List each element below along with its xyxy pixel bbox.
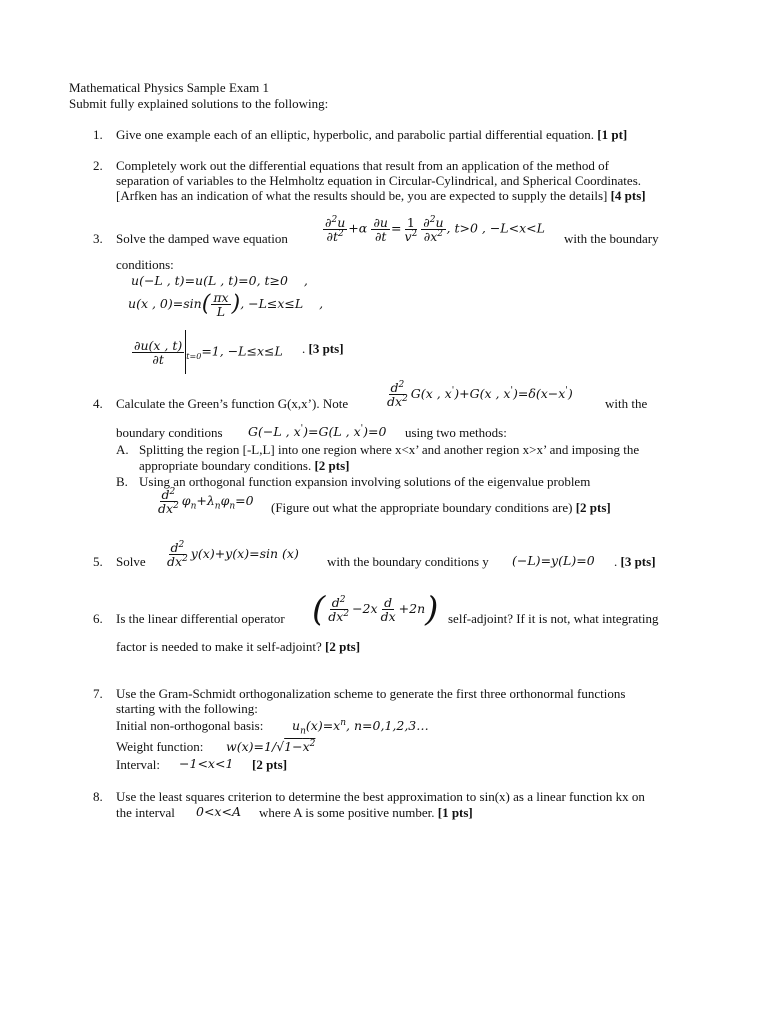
q4-B-label: B. [116,474,128,489]
q7-points-wrap [252,757,287,773]
q6-line2 [116,639,360,655]
q8-interval-equation: 0<x<A [196,804,241,819]
q4-greens-equation: $\frac{d^2}{dx^2}$ G(x , x')+G(x , x')=δ(x−x') [387,379,573,409]
q6-trail: self-adjoint? If it is not, what integrating [448,611,659,626]
q7-interval-label: Interval: [116,757,161,772]
q8-line2b-text: where A is some positive number. [259,805,435,820]
q4-A-points: [2 pts] [314,458,350,473]
q6-operator: ( $\frac{d^2}{dx^2}$ −2x $\frac{d}{dx}$ +2n) [312,589,439,630]
q7-basis-equation: $u_n(x)=x^n$, n=0,1,2,3… [292,717,429,737]
q5-lead: Solve [116,554,146,569]
q8-number: 8. [93,789,103,804]
exam-title: Mathematical Physics Sample Exam 1 [69,80,270,95]
q3-lead: Solve the damped wave equation [116,231,288,246]
q7-interval-equation: −1<x<1 [179,756,234,771]
q2-line3-text: [Arfken has an indication of what the results should be, you are expected to supply the details] [116,188,608,203]
q8-line2b [259,805,473,821]
q7-weight-label: Weight function: [116,739,204,754]
q1-points: [1 pt] [597,127,628,142]
q7-number: 7. [93,686,103,701]
q6-lead: Is the linear differential operator [116,611,285,626]
q4-lead: Calculate the Green’s function G(x,x’). Note [116,396,349,411]
q5-ode: $\frac{d^2}{dx^2}$ y(x)+y(x)=sin (x) [167,539,299,569]
q3-boundary-condition: u(−L , t)=u(L , t)=0, t≥0 , [131,273,308,288]
q8-line1: Use the least squares criterion to determine the best approximation to sin(x) as a linear function kx on [116,789,645,804]
q2-line1: Completely work out the differential equations that result from an application of the method of [116,158,609,173]
q1-body: Give one example each of an elliptic, hyperbolic, and parabolic partial differential equation. [116,127,595,142]
q4-A-line2-text: appropriate boundary conditions. [139,458,312,473]
q3-conditions-label: conditions: [116,257,174,272]
q5-mid: with the boundary conditions y [327,554,489,569]
q5-bc: (−L)=y(L)=0 [512,553,595,568]
q7-line2: starting with the following: [116,701,258,716]
q3-damped-wave-equation: $\frac{\partial^2u}{\partial t^2}$ +α $\frac{\partial u}{\partial t}$ = $\frac{1}{v^2}$ $\frac{\partial^2u}{\partial x^2}$ , t>0 , −L<x<L [325,214,545,244]
q5-points: [3 pts] [620,554,656,569]
q4-bc-label: boundary conditions [116,425,223,440]
q5-number: 5. [93,554,103,569]
q2-line3 [116,188,646,204]
q7-basis-label: Initial non-orthogonal basis: [116,718,264,733]
q7-weight-equation: $w(x)=1/√1-x^2$ [226,738,316,754]
q3-points-wrap: . [3 pts] [302,341,344,356]
q4-B-eigen-equation: $\frac{d^2}{dx^2}$ $\varphi_n+\lambda_n\varphi_n=0$ [158,486,254,516]
q3-initial-displacement: u(x , 0)=sin( $\frac{\pi x}{L}$ ), −L≤x≤L , [128,290,324,319]
q2-points: [4 pts] [610,188,646,203]
q6-line2-text: factor is needed to make it self-adjoint? [116,639,322,654]
q3-number: 3. [93,231,103,246]
q3-trail: with the boundary [564,231,659,246]
q4-A-line2 [139,458,350,474]
q4-bc-equation: G(−L , x')=G(L , x')=0 [248,423,387,439]
q4-A-label: A. [116,442,129,457]
q1-number: 1. [93,127,103,142]
q8-points: [1 pts] [437,805,473,820]
q7-points: [2 pts] [252,757,288,772]
q4-B-line1: Using an orthogonal function expansion involving solutions of the eigenvalue problem [139,474,591,489]
q3-points: [3 pts] [308,341,344,356]
q5-points-wrap: . [3 pts] [614,554,656,569]
q4-number: 4. [93,396,103,411]
q7-line1: Use the Gram-Schmidt orthogonalization scheme to generate the first three orthonormal functions [116,686,626,701]
q4-with: with the [605,396,648,411]
q8-line2a: the interval [116,805,175,820]
q4-methods: using two methods: [405,425,507,440]
q1-text [116,127,627,143]
exam-instructions: Submit fully explained solutions to the following: [69,96,329,111]
q6-number: 6. [93,611,103,626]
q2-number: 2. [93,158,103,173]
q4-B-points: [2 pts] [575,500,611,515]
q2-line2: separation of variables to the Helmholtz equation in Circular-Cylindrical, and Spherical Coordinates. [116,173,642,188]
q4-B-note [271,500,611,516]
q4-A-line1: Splitting the region [-L,L] into one region where x<x’ and another region x>x’ and imposing the [139,442,640,457]
q4-B-note-text: (Figure out what the appropriate boundary conditions are) [271,500,573,515]
q6-points: [2 pts] [325,639,361,654]
q3-initial-velocity: $\frac{\partial u(x , t)}{\partial t}$ $_{t=0}$=1, −L≤x≤L [131,330,283,374]
